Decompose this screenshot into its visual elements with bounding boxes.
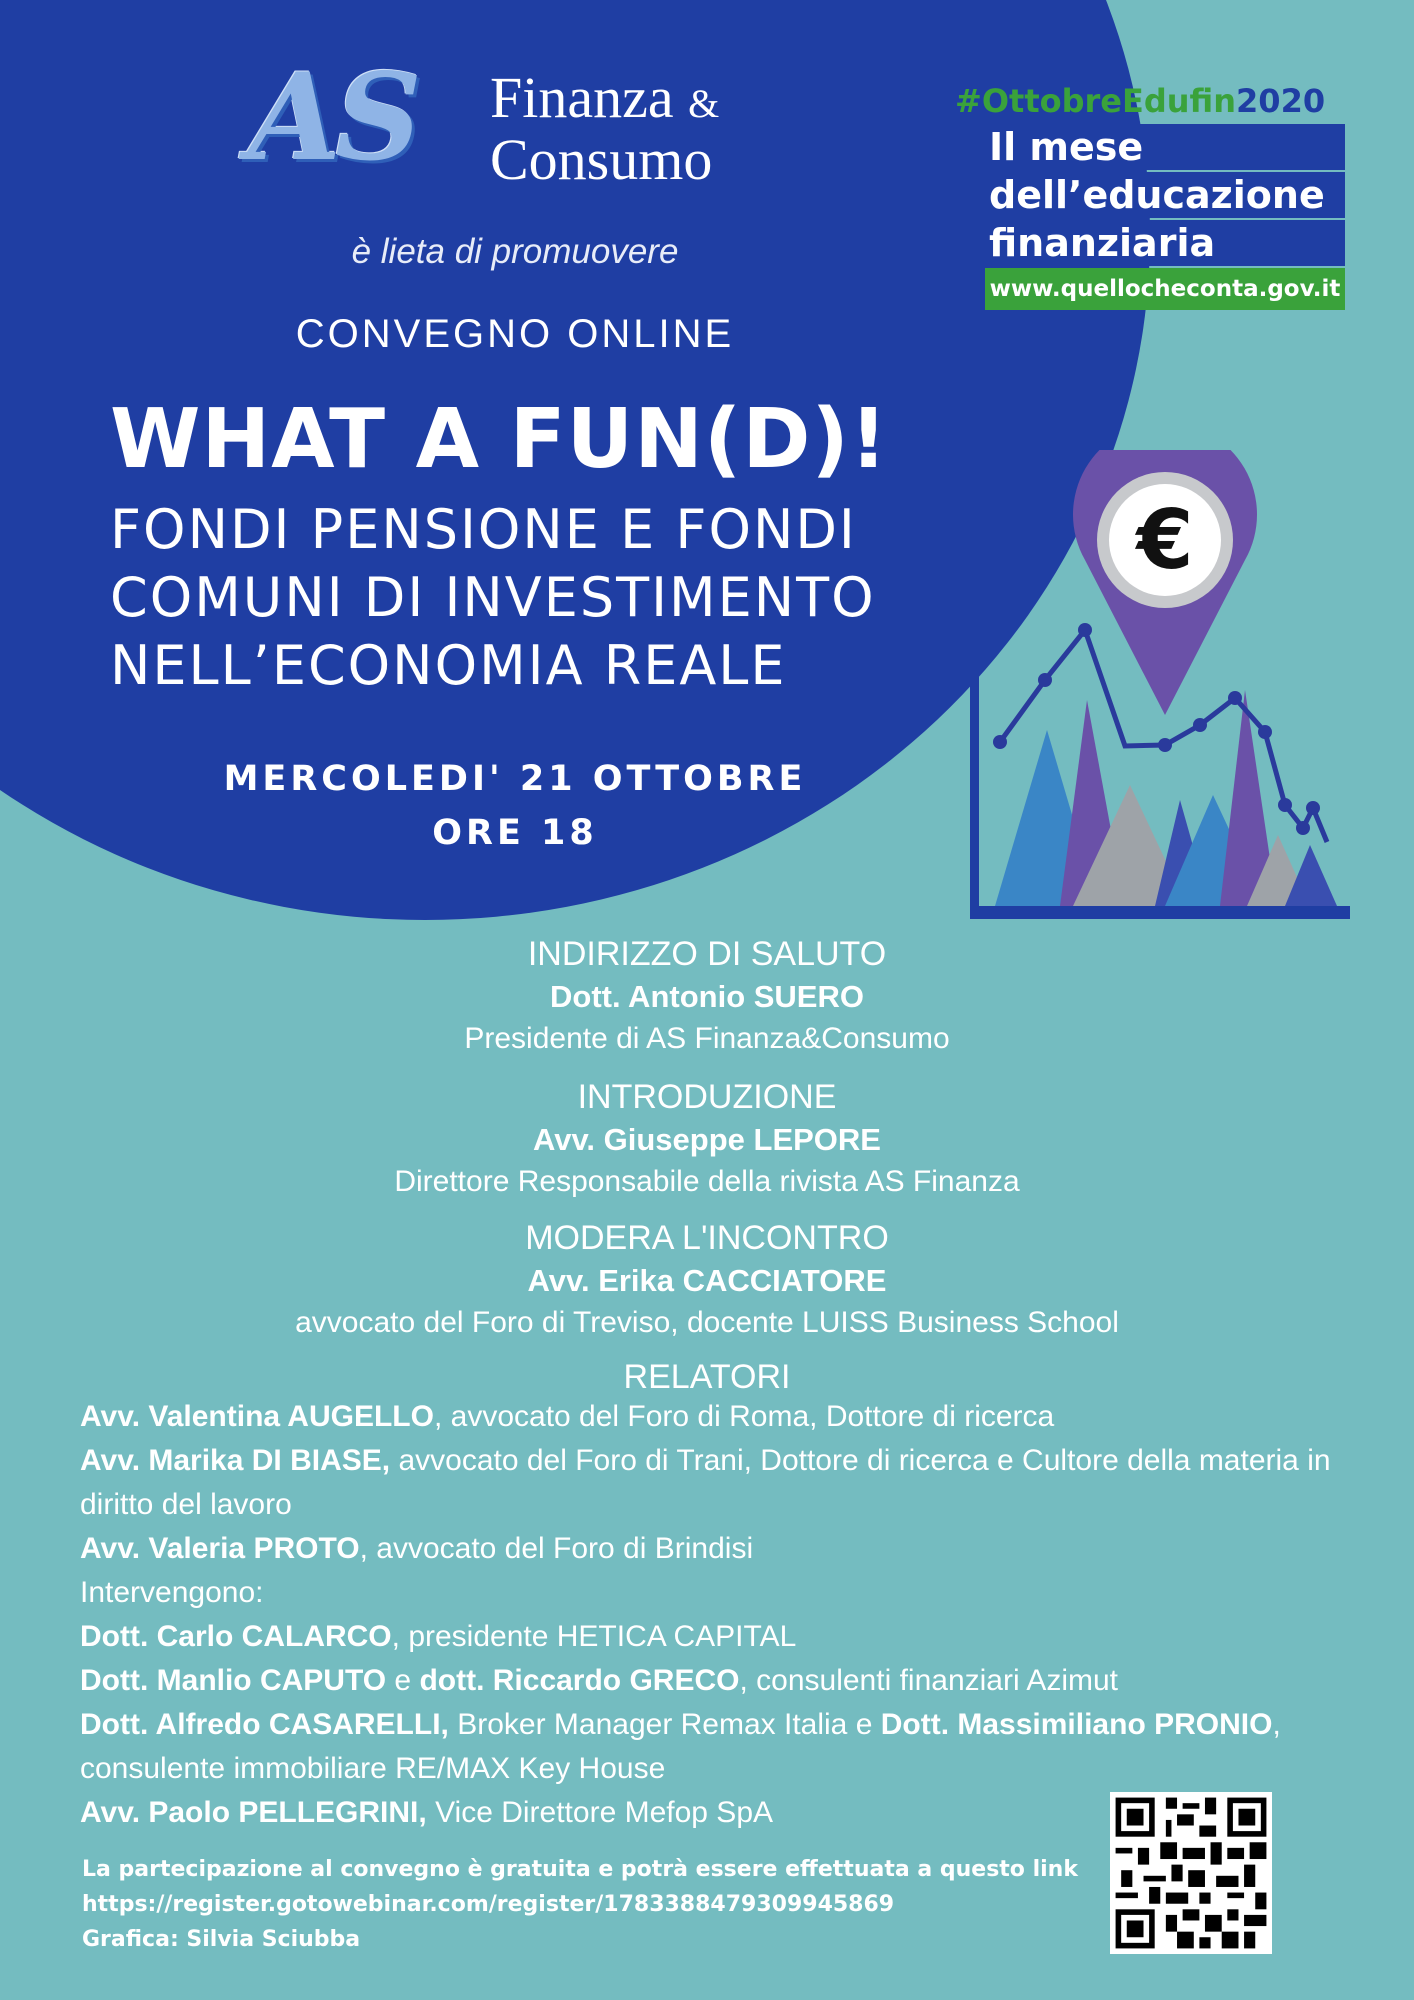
graphics-credit: Grafica: Silvia Sciubba <box>82 1927 361 1952</box>
footer <box>82 1852 1078 1957</box>
edufin-year: 2020 <box>1236 82 1326 120</box>
list-item: Dott. Manlio CAPUTO e dott. Riccardo GRECO, consulenti finanziari Azimut <box>80 1664 1118 1697</box>
edufin-line: dell’educazione <box>985 172 1345 218</box>
speaker-name: Dott. Antonio SUERO <box>550 979 864 1014</box>
speaker-name: Avv. Giuseppe LEPORE <box>533 1122 881 1157</box>
edufin-hashtag <box>955 82 1325 120</box>
subtitle <box>110 496 876 700</box>
section-title: MODERA L'INCONTRO <box>525 1219 889 1257</box>
program-block <box>0 1075 1414 1203</box>
speaker-role: Direttore Responsabile della rivista AS Finanza <box>394 1165 1020 1198</box>
event-time: ORE 18 <box>432 813 598 853</box>
event-type: CONVEGNO ONLINE <box>295 312 735 356</box>
subtitle-line: FONDI PENSIONE E FONDI <box>110 498 857 561</box>
list-item: Avv. Valeria PROTO, avvocato del Foro di Brindisi <box>80 1532 754 1565</box>
event-date <box>0 752 1030 860</box>
program-block <box>0 1216 1414 1344</box>
event-day: MERCOLEDI' 21 OTTOBRE <box>223 759 807 799</box>
euro-pin-chart-icon <box>965 450 1355 925</box>
section-title: INTRODUZIONE <box>577 1078 837 1116</box>
list-item: Avv. Valentina AUGELLO, avvocato del Foro di Roma, Dottore di ricerca <box>80 1400 1055 1433</box>
list-item: Dott. Carlo CALARCO, presidente HETICA CAPITAL <box>80 1620 797 1653</box>
list-item: Avv. Marika DI BIASE, avvocato del Foro di Trani, Dottore di ricerca e Cultore della materia in diritto del lavoro <box>80 1444 1331 1521</box>
speaker-role: avvocato del Foro di Treviso, docente LUISS Business School <box>295 1306 1119 1339</box>
logo-text <box>490 65 720 192</box>
registration-link[interactable]: https://register.gotowebinar.com/register/1783388479309945869 <box>82 1892 895 1917</box>
logo-mark: AS <box>248 47 416 188</box>
edufin-url[interactable]: www.quellocheconta.gov.it <box>985 268 1345 310</box>
footer-note: La partecipazione al convegno è gratuita e potrà essere effettuata a questo link <box>82 1857 1078 1882</box>
logo-line1: Finanza <box>490 65 674 130</box>
logo-amp: & <box>688 81 720 126</box>
edufin-tag: #OttobreEdufin <box>955 82 1237 120</box>
edufin-line: finanziaria <box>985 220 1345 266</box>
list-item: Avv. Paolo PELLEGRINI, Vice Direttore Mefop SpA <box>80 1796 774 1829</box>
intervengono-label: Intervengono: <box>80 1576 264 1609</box>
relatori-list <box>80 1395 1360 1835</box>
relatori-title: RELATORI <box>623 1358 791 1396</box>
section-title: INDIRIZZO DI SALUTO <box>527 935 887 973</box>
subtitle-line: NELL’ECONOMIA REALE <box>110 634 787 697</box>
promo-text: è lieta di promuovere <box>351 232 679 271</box>
list-item: Dott. Alfredo CASARELLI, Broker Manager Remax Italia e Dott. Massimiliano PRONIO, consulente immobiliare RE/MAX Key House <box>80 1708 1281 1785</box>
speaker-name: Avv. Erika CACCIATORE <box>527 1263 887 1298</box>
euro-symbol: € <box>1136 493 1194 588</box>
qr-code-icon[interactable] <box>1110 1792 1272 1954</box>
program-block <box>0 932 1414 1060</box>
speaker-role: Presidente di AS Finanza&Consumo <box>464 1022 950 1055</box>
page-title: WHAT A FUN(D)! <box>110 392 889 487</box>
subtitle-line: COMUNI DI INVESTIMENTO <box>110 566 876 629</box>
edufin-line: Il mese <box>985 124 1345 170</box>
logo-line2: Consumo <box>490 127 713 192</box>
